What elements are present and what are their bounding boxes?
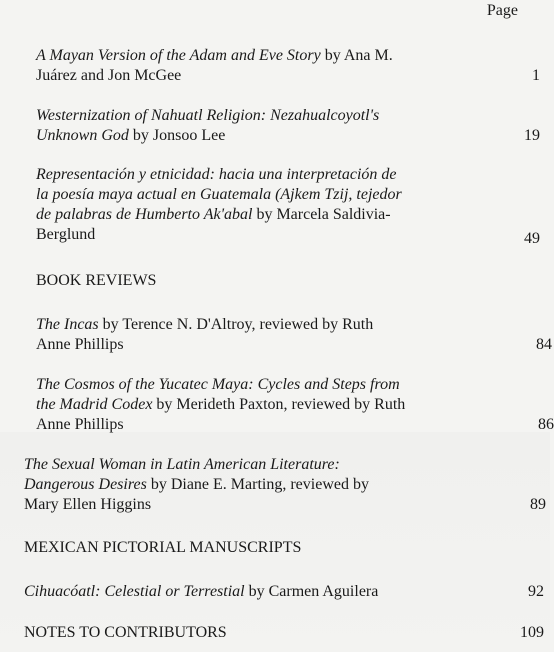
author-text: by Merideth Paxton, reviewed by Ruth: [152, 396, 406, 413]
page-number: 92: [528, 583, 544, 600]
article-title: Representación y etnicidad: hacia una interpretación de: [36, 166, 397, 183]
section-heading-text: MEXICAN PICTORIAL MANUSCRIPTS: [24, 539, 302, 556]
entry-line: Juárez and Jon McGee: [36, 67, 182, 84]
article-title: Cihuacóatl: Celestial or Terrestial: [24, 583, 245, 600]
toc-entry: [24, 582, 544, 602]
toc-entry: [36, 46, 540, 86]
book-title: Dangerous Desires: [24, 476, 147, 493]
author-text: by Terence N. D'Altroy, reviewed by Ruth: [98, 316, 374, 333]
page-number: 86: [538, 416, 554, 433]
entry-line: [36, 126, 516, 146]
author-text: by Carmen Aguilera: [244, 583, 379, 600]
section-heading: [24, 538, 301, 558]
section-heading: [36, 271, 156, 291]
article-title: Westernization of Nahuatl Religion: Nezahualcoyotl's: [36, 107, 380, 124]
entry-line: [36, 205, 516, 225]
book-title: The Sexual Woman in Latin American Literature:: [24, 456, 340, 473]
entry-line: [36, 375, 516, 395]
article-title: de palabras de Humberto Ak'abal: [36, 206, 253, 223]
page-column-label: Page: [486, 2, 518, 19]
entry-line: [36, 185, 516, 205]
entry-line: [24, 455, 514, 475]
article-title: A Mayan Version of the Adam and Eve Story: [36, 47, 321, 64]
toc-entry: [36, 165, 540, 247]
book-title: the Madrid Codex: [36, 396, 153, 413]
book-title: The Cosmos of the Yucatec Maya: Cycles and Steps from: [36, 376, 400, 393]
entry-line: Berglund: [36, 226, 96, 243]
toc-entry: [36, 106, 540, 146]
page-number: 84: [536, 336, 552, 353]
toc-entry: [36, 375, 554, 435]
entry-line: [36, 106, 516, 126]
entry-line: Anne Phillips: [36, 336, 124, 353]
toc-entry: [24, 623, 544, 643]
page-number: 89: [530, 496, 546, 513]
entry-line: [36, 46, 516, 66]
entry-line: [24, 582, 524, 602]
entry-line: Mary Ellen Higgins: [24, 496, 152, 513]
book-title: The Incas: [36, 316, 99, 333]
entry-line: [36, 395, 516, 415]
toc-entry: [36, 315, 552, 355]
author-text: by Ana M.: [320, 47, 393, 64]
author-text: by Marcela Saldivia-: [252, 206, 391, 223]
entry-line: Anne Phillips: [36, 416, 124, 433]
article-title: Unknown God: [36, 127, 129, 144]
entry-line: [24, 475, 514, 495]
section-heading-text: NOTES TO CONTRIBUTORS: [24, 624, 227, 641]
article-title: la poesía maya actual en Guatemala (Ajkem Tzij, tejedor: [36, 186, 402, 203]
entry-line: [36, 315, 516, 335]
toc-entry: [24, 455, 546, 515]
page-number: 49: [524, 230, 540, 247]
page-number: 19: [524, 127, 540, 144]
page-number: 1: [532, 67, 540, 84]
page-number: 109: [520, 624, 544, 641]
author-text: by Jonsoo Lee: [128, 127, 226, 144]
entry-line: [36, 165, 516, 185]
section-heading-text: BOOK REVIEWS: [36, 272, 157, 289]
author-text: by Diane E. Marting, reviewed by: [146, 476, 369, 493]
